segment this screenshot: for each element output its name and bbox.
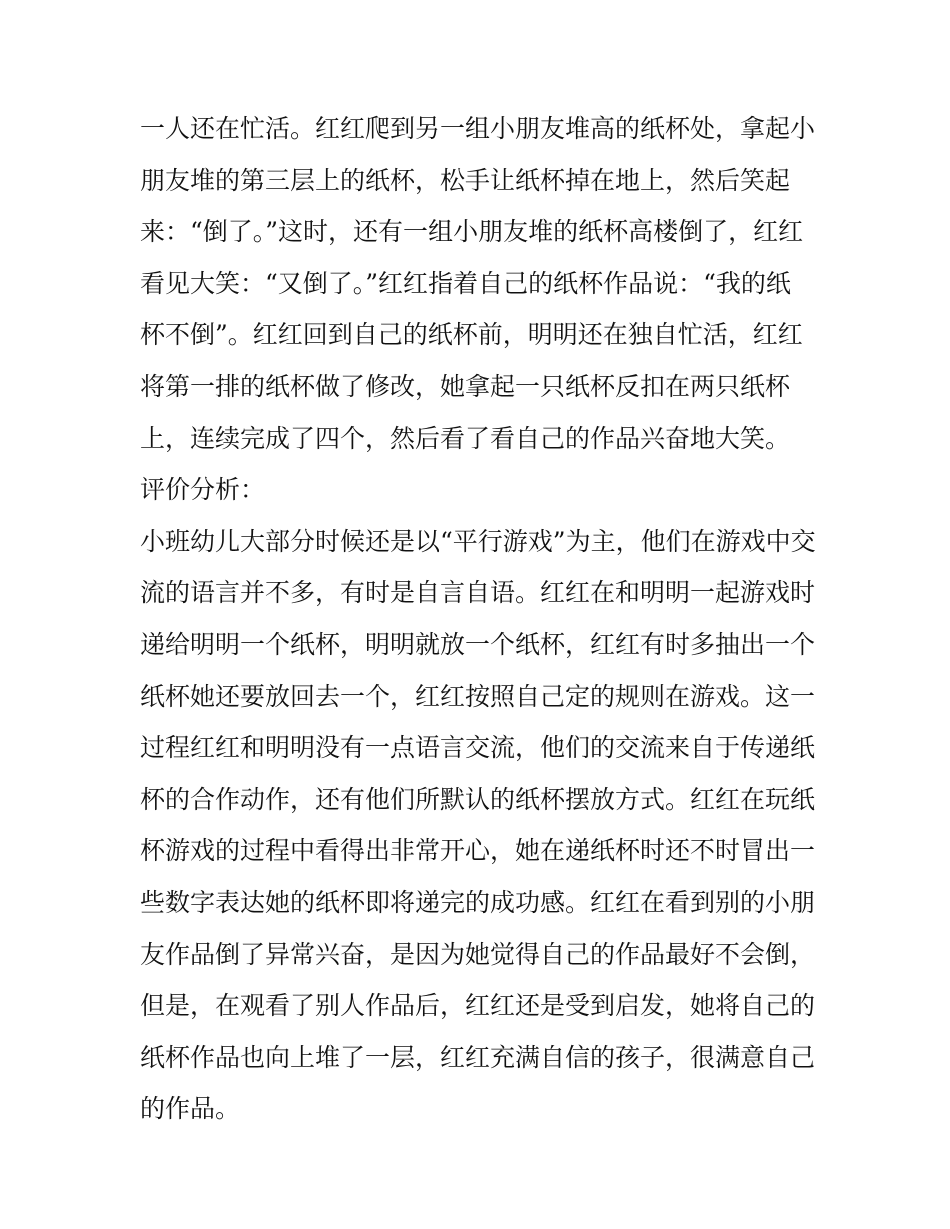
text-line: 杯游戏的过程中看得出非常开心，她在递纸杯时还不时冒出一 <box>140 836 816 866</box>
text-line: 杯不倒”。红红回到自己的纸杯前，明明还在独自忙活，红红 <box>140 320 803 350</box>
text-line: 递给明明一个纸杯，明明就放一个纸杯，红红有时多抽出一个 <box>140 629 816 659</box>
text-line: 过程红红和明明没有一点语言交流，他们的交流来自于传递纸 <box>140 733 816 763</box>
text-line: 友作品倒了异常兴奋，是因为她觉得自己的作品最好不会倒， <box>140 939 816 969</box>
text-line: 将第一排的纸杯做了修改，她拿起一只纸杯反扣在两只纸杯 <box>140 371 791 401</box>
document-body <box>140 103 820 1135</box>
text-line: 的作品。 <box>140 1094 241 1124</box>
text-line: 但是，在观看了别人作品后，红红还是受到启发，她将自己的 <box>140 991 816 1021</box>
text-line: 杯的合作动作，还有他们所默认的纸杯摆放方式。红红在玩纸 <box>140 784 816 814</box>
text-line: 纸杯作品也向上堆了一层，红红充满自信的孩子，很满意自己 <box>140 1042 816 1072</box>
text-line: 看见大笑：“又倒了。”红红指着自己的纸杯作品说：“我的纸 <box>140 268 791 298</box>
text-line: 小班幼儿大部分时候还是以“平行游戏”为主，他们在游戏中交 <box>140 526 816 556</box>
text-line: 流的语言并不多，有时是自言自语。红红在和明明一起游戏时 <box>140 578 816 608</box>
text-line: 上，连续完成了四个，然后看了看自己的作品兴奋地大笑。 <box>140 423 791 453</box>
text-line: 纸杯她还要放回去一个，红红按照自己定的规则在游戏。这一 <box>140 681 816 711</box>
text-line: 朋友堆的第三层上的纸杯，松手让纸杯掉在地上，然后笑起 <box>140 165 791 195</box>
text-line: 来：“倒了。”这时，还有一组小朋友堆的纸杯高楼倒了，红红 <box>140 217 804 247</box>
text-line: 些数字表达她的纸杯即将递完的成功感。红红在看到别的小朋 <box>140 887 816 917</box>
section-heading: 评价分析： <box>140 475 266 505</box>
text-line: 一人还在忙活。红红爬到另一组小朋友堆高的纸杯处，拿起小 <box>140 114 816 143</box>
